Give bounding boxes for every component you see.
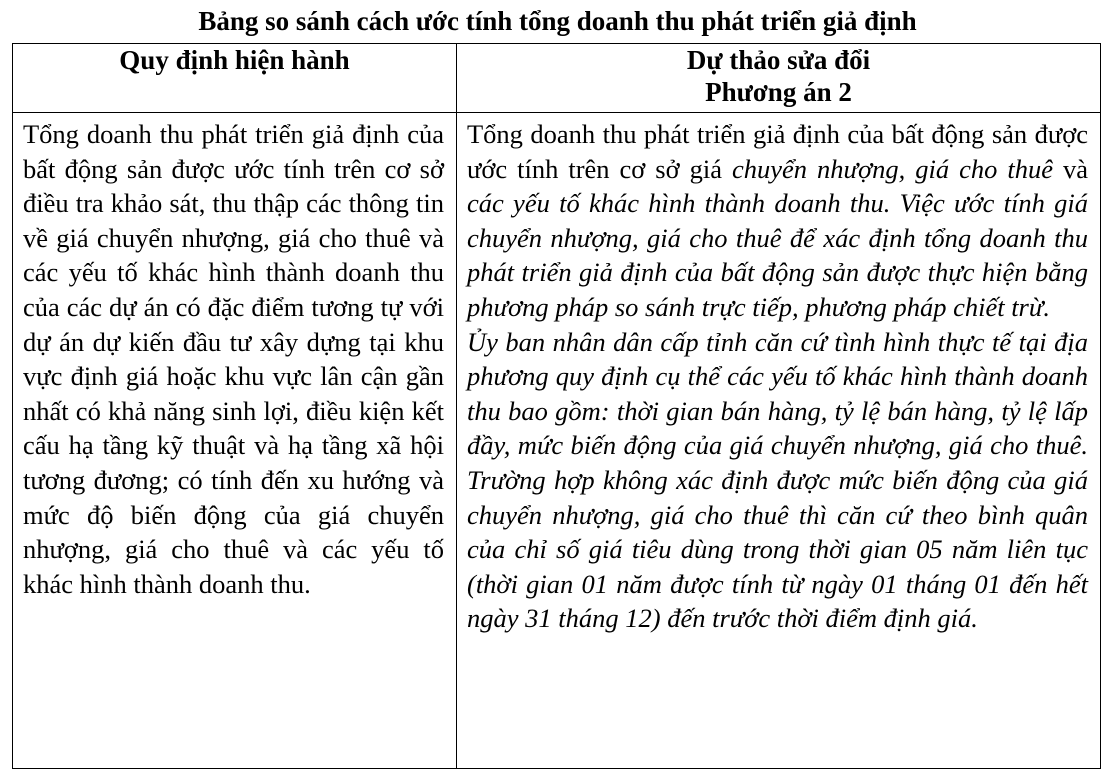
draft-paragraph-2: Ủy ban nhân dân cấp tỉnh căn cứ tình hình thực tế tại địa phương quy định cụ thể các yếu tố khác hình thành doanh thu bao gồm: thời gian bán hàng, tỷ lệ bán hàng, tỷ lệ lấp đầy, mức biến động của giá chuyển nhượng, giá cho thuê. Trường hợp không xác định được mức biến động của giá chuyển nhượng, giá cho thuê thì căn cứ theo bình quân của chỉ số giá tiêu dùng trong thời gian 05 năm liên tục (thời gian 01 năm được tính từ ngày 01 tháng 01 đến hết ngày 31 tháng 12) đến trước thời điểm định giá.	[467, 326, 1088, 634]
draft-p1-part-a: Tổng doanh thu phát triển giả định của bất động sản được ước tính trên cơ sở giá	[467, 119, 1088, 184]
draft-p1-part-d: các yếu tố khác hình thành doanh thu. Việc ước tính giá chuyển nhượng, giá cho thuê để xác định tổng doanh thu phát triển giả định của bất động sản được thực hiện bằng phương pháp so sánh trực tiếp, phương pháp chiết trừ.	[467, 188, 1088, 322]
draft-p1-part-b: chuyển nhượng, giá cho thuê	[732, 153, 1053, 184]
current-regulation-text: Tổng doanh thu phát triển giả định của bất động sản được ước tính trên cơ sở điều tra khảo sát, thu thập các thông tin về giá chuyển nhượng, giá cho thuê và các yếu tố khác hình thành doanh thu của các dự án có đặc điểm tương tự với dự án dự kiến đầu tư xây dựng tại khu vực định giá hoặc khu vực lân cận gần nhất có khả năng sinh lợi, điều kiện kết cấu hạ tầng kỹ thuật và hạ tầng xã hội tương đương; có tính đến xu hướng và mức độ biến động của giá chuyển nhượng, giá cho thuê và các yếu tố khác hình thành doanh thu.	[23, 119, 444, 599]
header-current-regulation-label: Quy định hiện hành	[119, 45, 350, 75]
draft-paragraph-1	[467, 117, 1088, 325]
content-row	[13, 113, 1101, 769]
page-title: Bảng so sánh cách ước tính tổng doanh thu phát triển giả định	[198, 6, 917, 36]
header-draft-amendment	[457, 44, 1101, 113]
comparison-table	[12, 43, 1101, 769]
header-draft-label: Dự thảo sửa đổi	[686, 45, 871, 75]
header-current-regulation	[13, 44, 457, 113]
header-row	[13, 44, 1101, 113]
current-regulation-cell	[13, 113, 457, 769]
draft-p1-part-c: và	[1052, 153, 1088, 184]
header-option-label: Phương án 2	[705, 77, 852, 107]
draft-amendment-cell	[457, 113, 1101, 769]
